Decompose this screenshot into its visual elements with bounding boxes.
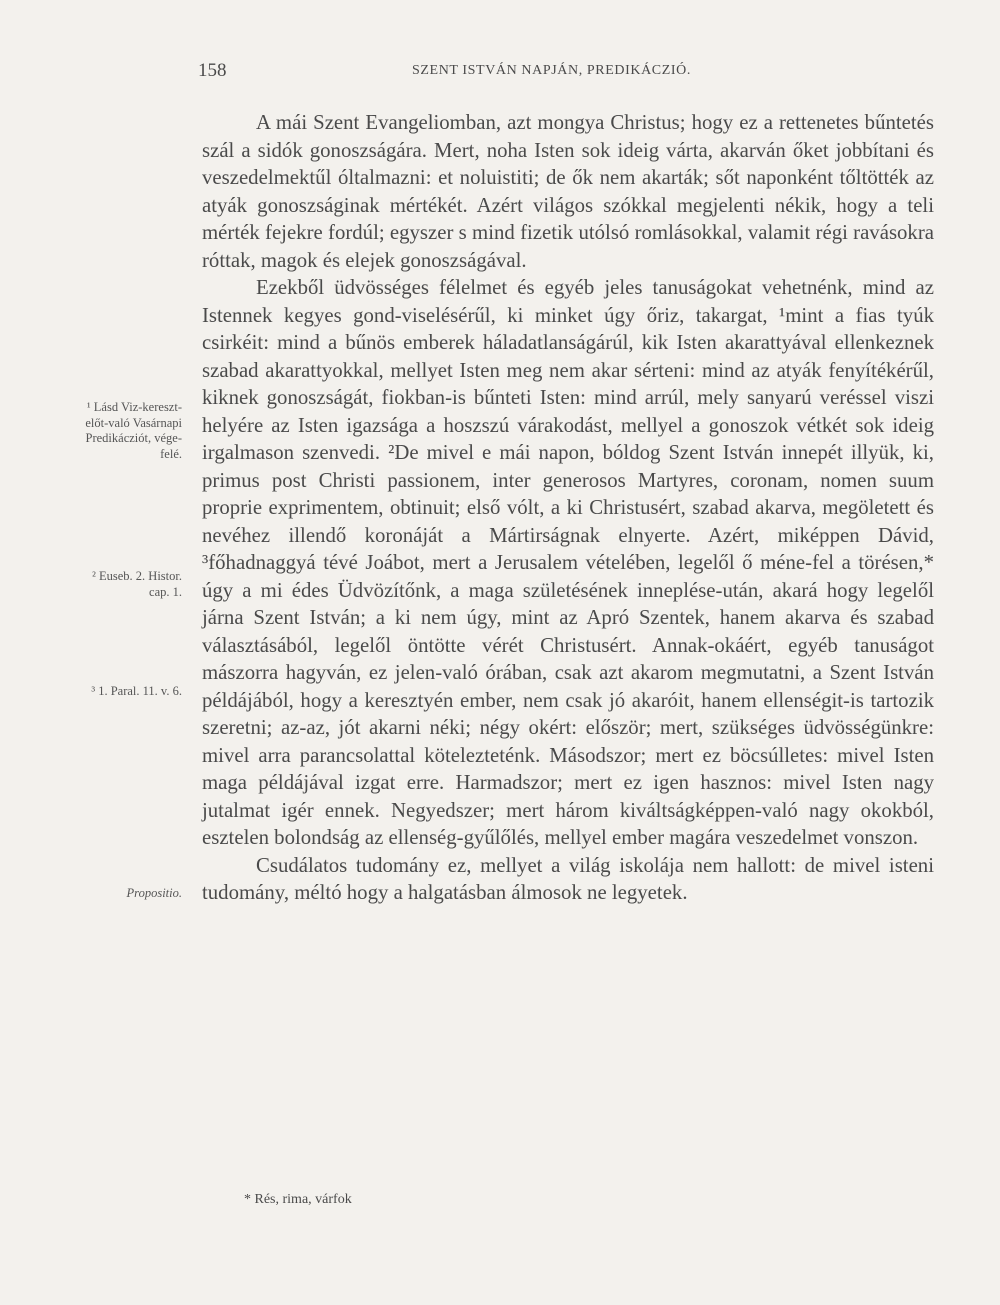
- footnote: * Rés, rima, várfok: [244, 1192, 352, 1207]
- margin-note-propositio: Propositio.: [126, 886, 182, 900]
- running-title: SZENT ISTVÁN NAPJÁN, PREDIKÁCZIÓ.: [412, 63, 691, 78]
- margin-note-1: ¹ Lásd Viz-kereszt-előt-való Vasárnapi Predikácziót, vége-felé.: [85, 400, 182, 461]
- margin-note-2: ² Euseb. 2. Histor. cap. 1.: [92, 569, 182, 599]
- margin-note-3: ³ 1. Paral. 11. v. 6.: [91, 684, 182, 698]
- page-number: 158: [198, 60, 227, 81]
- paragraph-2: Ezekből üdvösséges félelmet és egyéb jeles tanuságokat vehetnénk, mind az Istennek kegyes gond-viselésérűl, ki minket úgy őriz, takargat, ¹mint a fias tyúk csirkéit: mind a bűnös emberek háladatlanságárúl, kik Isten akarattyával ellenkeznek szabad akarattyokkal, mellyet Isten meg nem akar sérteni: mind az atyák fenyítékérűl, kiknek gonoszságát, fiokban-is bűnteti Isten: mind arrúl, mely sanyarú veréssel viszi helyére az Isten igazsága a hoszszú várakodást, mellyel a gonoszok vétkét sok ideig irgalmason szenvedi. ²De mivel e mái napon, bóldog Szent István innepét illyük, ki, primus post Christi passionem, inter generosos Martyres, coronam, nomen suum proprie exprimentem, obtinuit; első vólt, a ki Christusért, szabad akarva, megöletett és nevéhez illendő koronáját a Mártirságnak elnyerte. Azért, miképpen Dávid, ³főhadnaggyá tévé Joábot, mert a Jerusalem vételében, legelől ő méne-fel a törésen,* úgy a mi édes Üdvözítőnk, a maga születésének inneplése-után, akará hogy legelől járna Szent István; a ki nem úgy, mint az Apró Szentek, hanem akarva és szabad választásából, legelől öntötte vérét Christusért. Annak-okáért, egyéb tanuságot mászorra hagyván, ez jelen-való órában, csak azt akarom megmutatni, a Szent István példájából, hogy a keresztyén ember, nem csak jó akaróit, hanem ellenségit-is tartozik szeretni; az-az, jót akarni néki; négy okért: először; mert, szükséges üdvösségünkre: mivel arra parancsolattal kötelezteténk. Másodszor; mert ez böcsúlletes: mivel Isten maga példájával izgat erre. Harmadszor; mert ez igen hasznos: mivel Isten nagy jutalmat igér ennek. Negyedszer; mert három kiváltságképpen-való nagy okokból, esztelen bolondság az ellenség-gyűlőlés, mellyel ember magára veszedelmet vonszon.: [202, 276, 934, 849]
- paragraph-1: A mái Szent Evangeliomban, azt mongya Christus; hogy ez a rettenetes bűntetés szál a sidók gonoszságára. Mert, noha Isten sok ideig várta, akarván őket jobbítani és veszedelmektűl óltalmazni: et noluistiti; de ők nem akarták; sőt naponként tőltötték az atyák gonoszságinak mértékét. Azért világos szókkal megjelenti nékik, hogy a teli mérték fejekre fordúl; egyszer s mind fizetik utólsó romlásokkal, valamit régi ravásokra róttak, magok és elejek gonoszságával.: [202, 111, 934, 272]
- body-text: [202, 109, 934, 907]
- paragraph-3: Csudálatos tudomány ez, mellyet a világ iskolája nem hallott: de mivel isteni tudomány, méltó hogy a halgatásban álmosok ne legyetek.: [202, 853, 934, 904]
